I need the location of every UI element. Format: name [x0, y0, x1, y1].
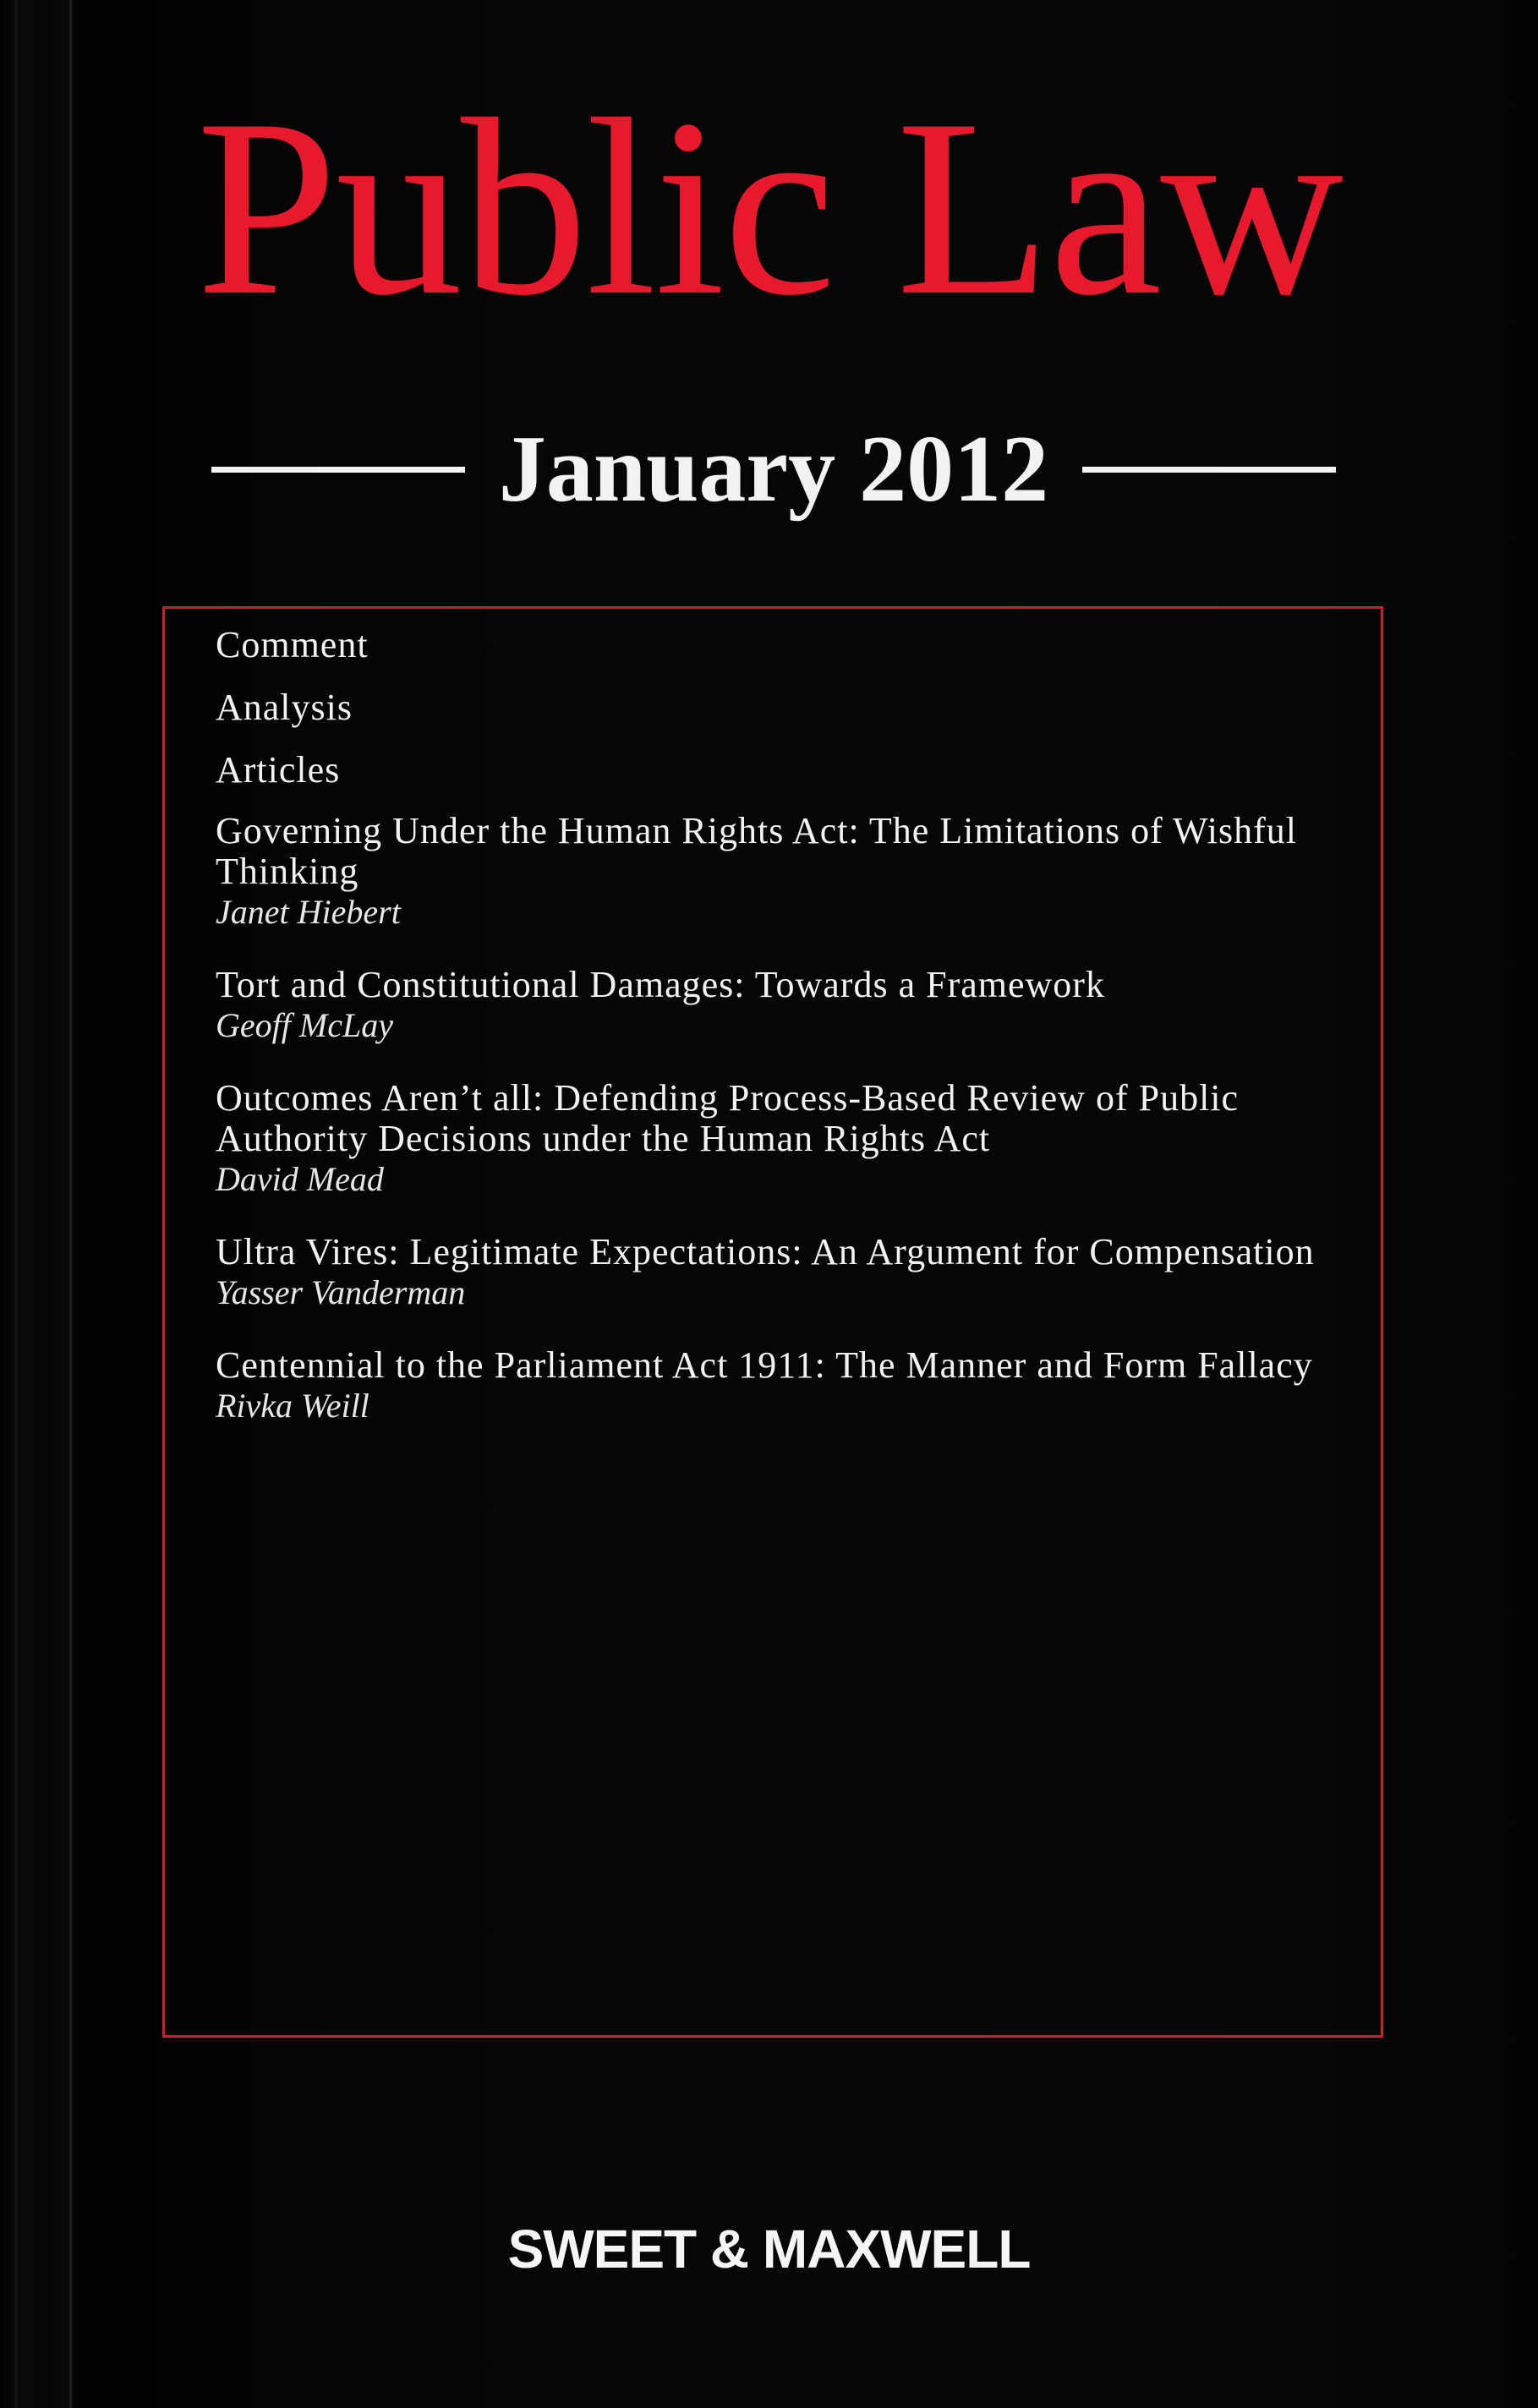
- table-of-contents: [216, 623, 1374, 1458]
- journal-title: Public Law: [196, 67, 1342, 348]
- left-rule: [211, 467, 465, 473]
- article-title: Outcomes Aren’t all: Defending Process-Based Review of Public Authority Decisions under the Human Rights Act: [216, 1077, 1240, 1159]
- spine-edge: [15, 0, 17, 2408]
- article-entry: [216, 1345, 1374, 1426]
- spine-fold: [69, 0, 72, 2408]
- article-author: Geoff McLay: [216, 1006, 393, 1044]
- article-entry: [216, 1078, 1374, 1200]
- article-entry: [216, 811, 1374, 933]
- section-comment: Comment: [216, 624, 369, 665]
- article-title: Tort and Constitutional Damages: Towards a Framework: [216, 964, 1105, 1005]
- article-author: Yasser Vanderman: [216, 1273, 466, 1311]
- right-rule: [1082, 467, 1336, 473]
- issue-dateline: [194, 419, 1353, 520]
- article-author: Rivka Weill: [216, 1387, 369, 1425]
- article-title: Governing Under the Human Rights Act: The Limitations of Wishful Thinking: [216, 810, 1298, 892]
- article-entry: [216, 1232, 1374, 1313]
- section-analysis: Analysis: [216, 687, 353, 728]
- article-entry: [216, 965, 1374, 1046]
- publisher-logo: SWEET & MAXWELL: [507, 2219, 1031, 2279]
- issue-date: January 2012: [498, 417, 1049, 522]
- article-author: Janet Hiebert: [216, 893, 401, 931]
- article-title: Ultra Vires: Legitimate Expectations: An Argument for Compensation: [216, 1231, 1315, 1272]
- article-title: Centennial to the Parliament Act 1911: The Manner and Form Fallacy: [216, 1344, 1313, 1386]
- section-articles: Articles: [216, 749, 341, 791]
- article-author: David Mead: [216, 1160, 384, 1198]
